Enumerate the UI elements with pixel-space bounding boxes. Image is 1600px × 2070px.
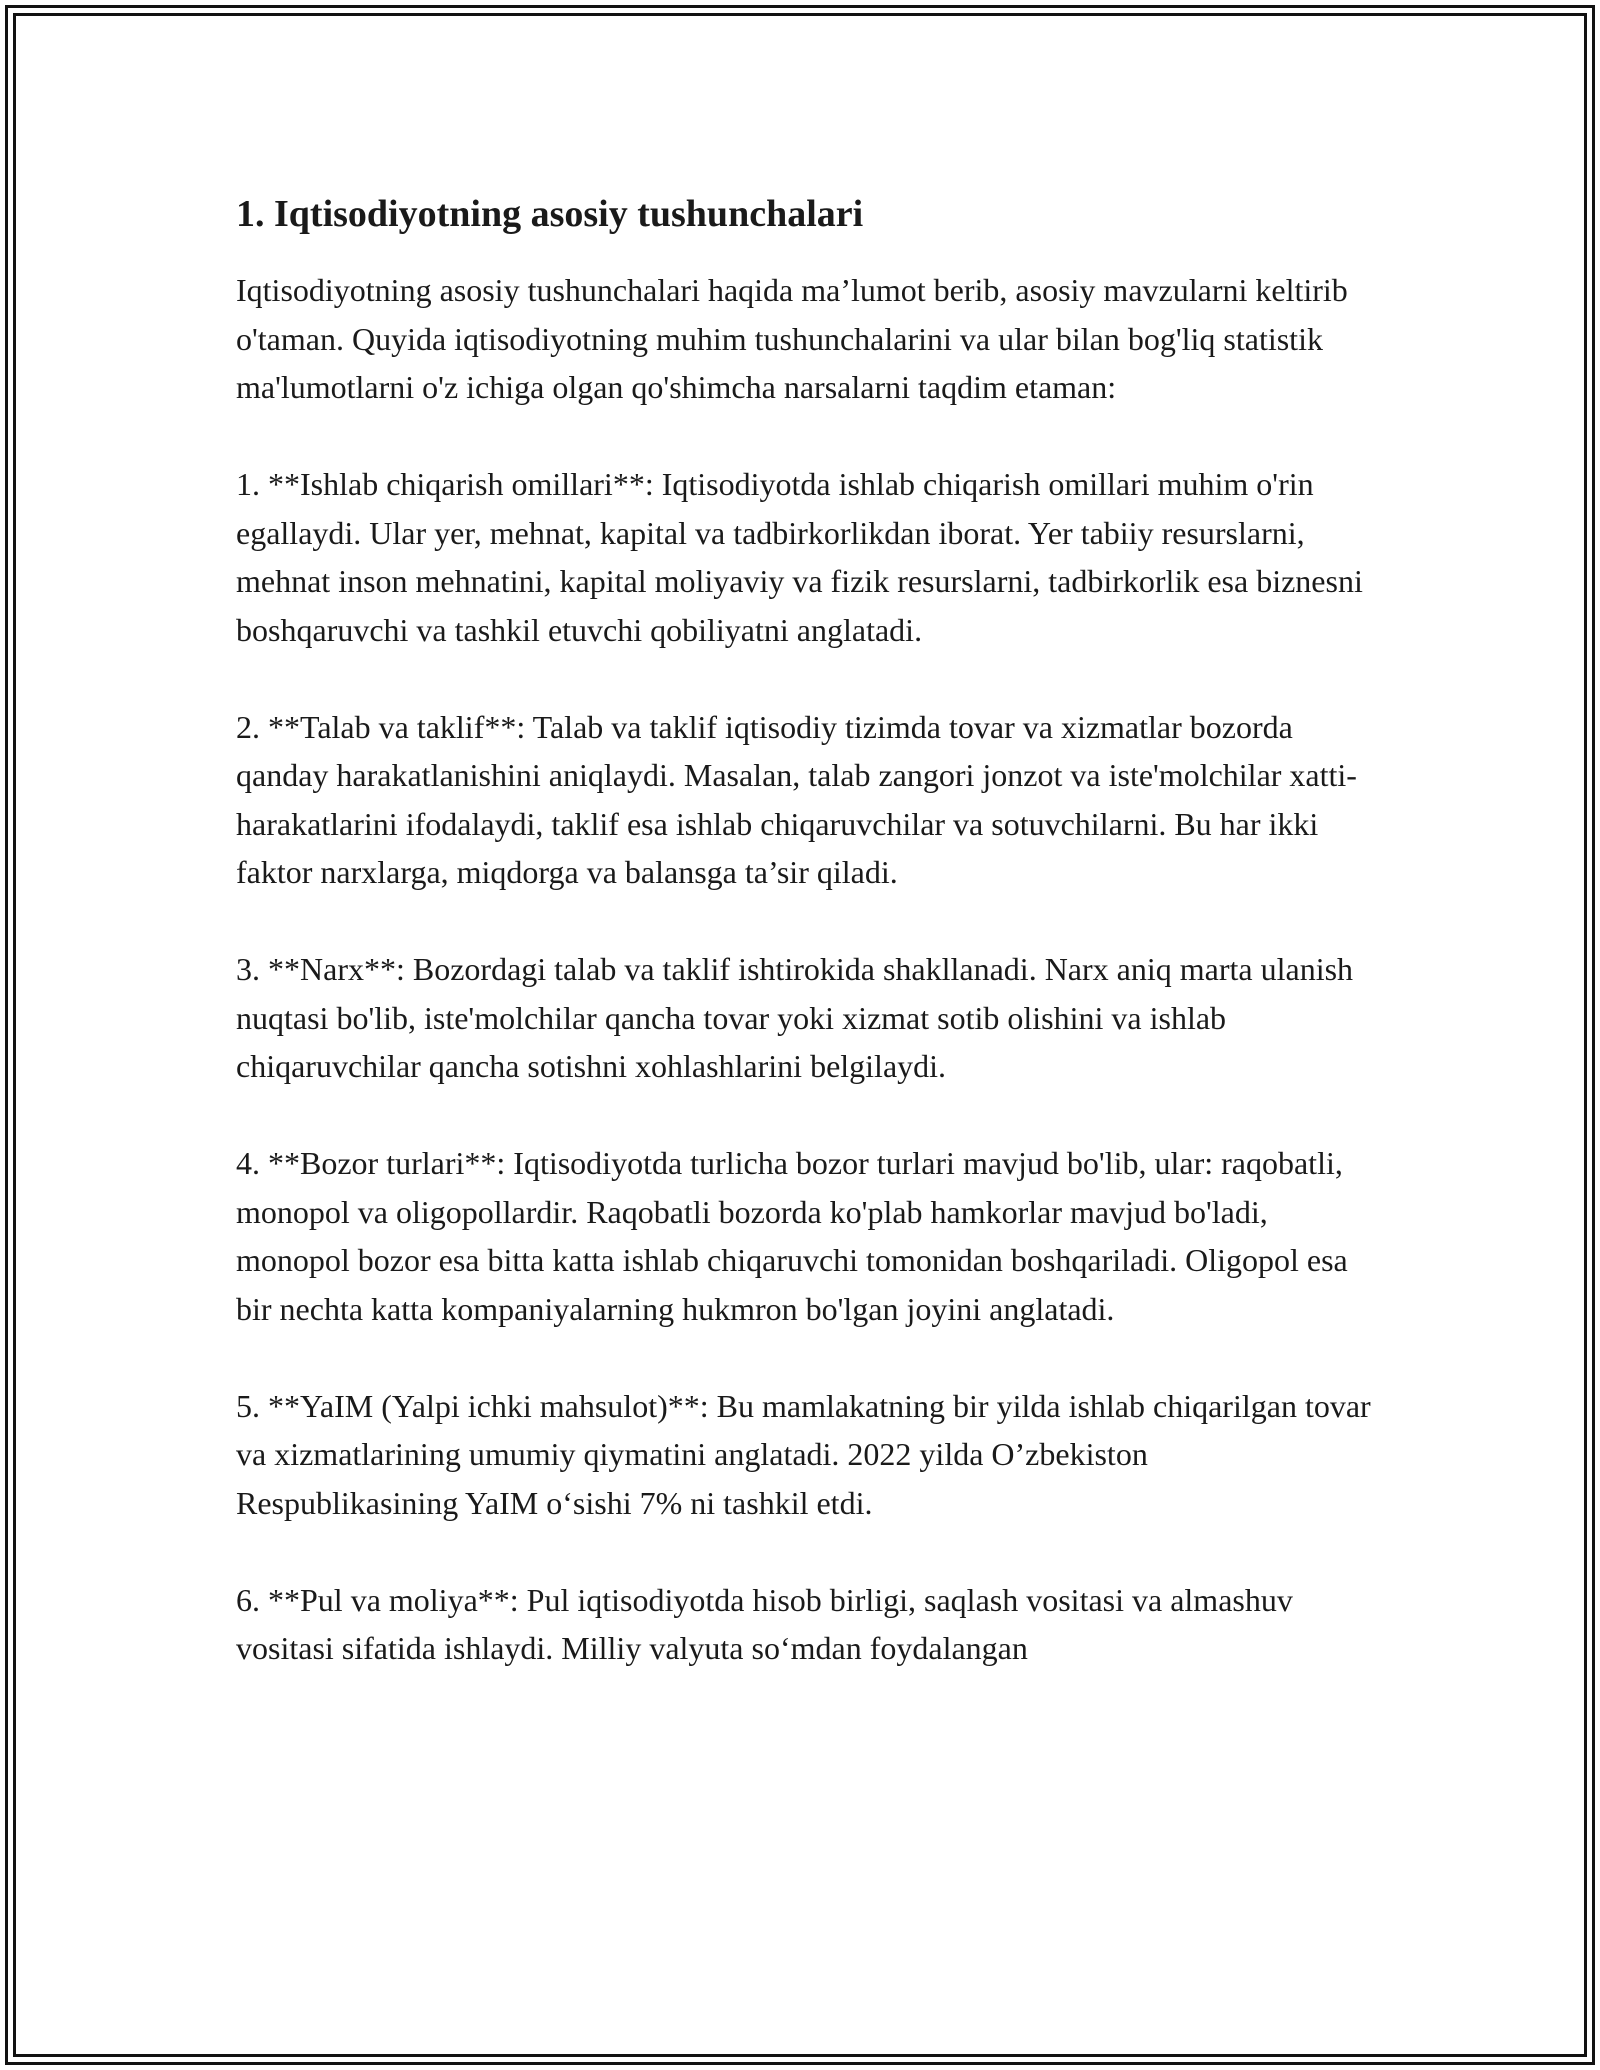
- paragraph-ishlab-chiqarish-omillari: 1. **Ishlab chiqarish omillari**: Iqtisodiyotda ishlab chiqarish omillari muhim o'rin egallaydi. Ular yer, mehnat, kapital va tadbirkorlikdan iborat. Yer tabiiy resurslarni, mehnat inson mehnatini, kapital moliyaviy va fizik resurslarni, tadbirkorlik esa biznesni boshqaruvchi va tashkil etuvchi qobiliyatni anglatadi.: [236, 466, 1363, 648]
- paragraph-narx: 3. **Narx**: Bozordagi talab va taklif ishtirokida shakllanadi. Narx aniq marta ulanish nuqtasi bo'lib, iste'molchilar qancha tovar yoki xizmat sotib olishini va ishlab chiqaruvchilar qancha sotishni xohlashlarini belgilaydi.: [236, 951, 1354, 1084]
- paragraph-talab-va-taklif: 2. **Talab va taklif**: Talab va taklif iqtisodiy tizimda tovar va xizmatlar bozorda qanday harakatlanishini aniqlaydi. Masalan, talab zangori jonzot va iste'molchilar xatti-harakatlarini ifodalaydi, taklif esa ishlab chiqaruvchilar va sotuvchilarni. Bu har ikki faktor narxlarga, miqdorga va balansga ta’sir qiladi.: [236, 708, 1357, 890]
- paragraph-bozor-turlari: 4. **Bozor turlari**: Iqtisodiyotda turlicha bozor turlari mavjud bo'lib, ular: raqobatli, monopol va oligopollardir. Raqobatli bozorda ko'plab hamkorlar mavjud bo'ladi, monopol bozor esa bitta katta ishlab chiqaruvchi tomonidan boshqariladi. Oligopol esa bir nechta katta kompaniyalarning hukmron bo'lgan joyini anglatadi.: [236, 1145, 1348, 1327]
- document-body: [236, 186, 1376, 1673]
- section-heading: 1. Iqtisodiyotning asosiy tushunchalari: [236, 193, 864, 235]
- paragraph-pul-va-moliya: 6. **Pul va moliya**: Pul iqtisodiyotda hisob birligi, saqlash vositasi va almashuv vositasi sifatida ishlaydi. Milliy valyuta so‘mdan foydalangan: [236, 1581, 1293, 1666]
- paragraph-yaim: 5. **YaIM (Yalpi ichki mahsulot)**: Bu mamlakatning bir yilda ishlab chiqarilgan tovar va xizmatlarining umumiy qiymatini anglatadi. 2022 yilda O’zbekiston Respublikasining YaIM o‘sishi 7% ni tashkil etdi.: [236, 1387, 1371, 1521]
- intro-paragraph: Iqtisodiyotning asosiy tushunchalari haqida ma’lumot berib, asosiy mavzularni keltirib o'taman. Quyida iqtisodiyotning muhim tushunchalarini va ular bilan bog'liq statistik ma'lumotlarni o'z ichiga olgan qo'shimcha narsalarni taqdim etaman:: [236, 272, 1348, 405]
